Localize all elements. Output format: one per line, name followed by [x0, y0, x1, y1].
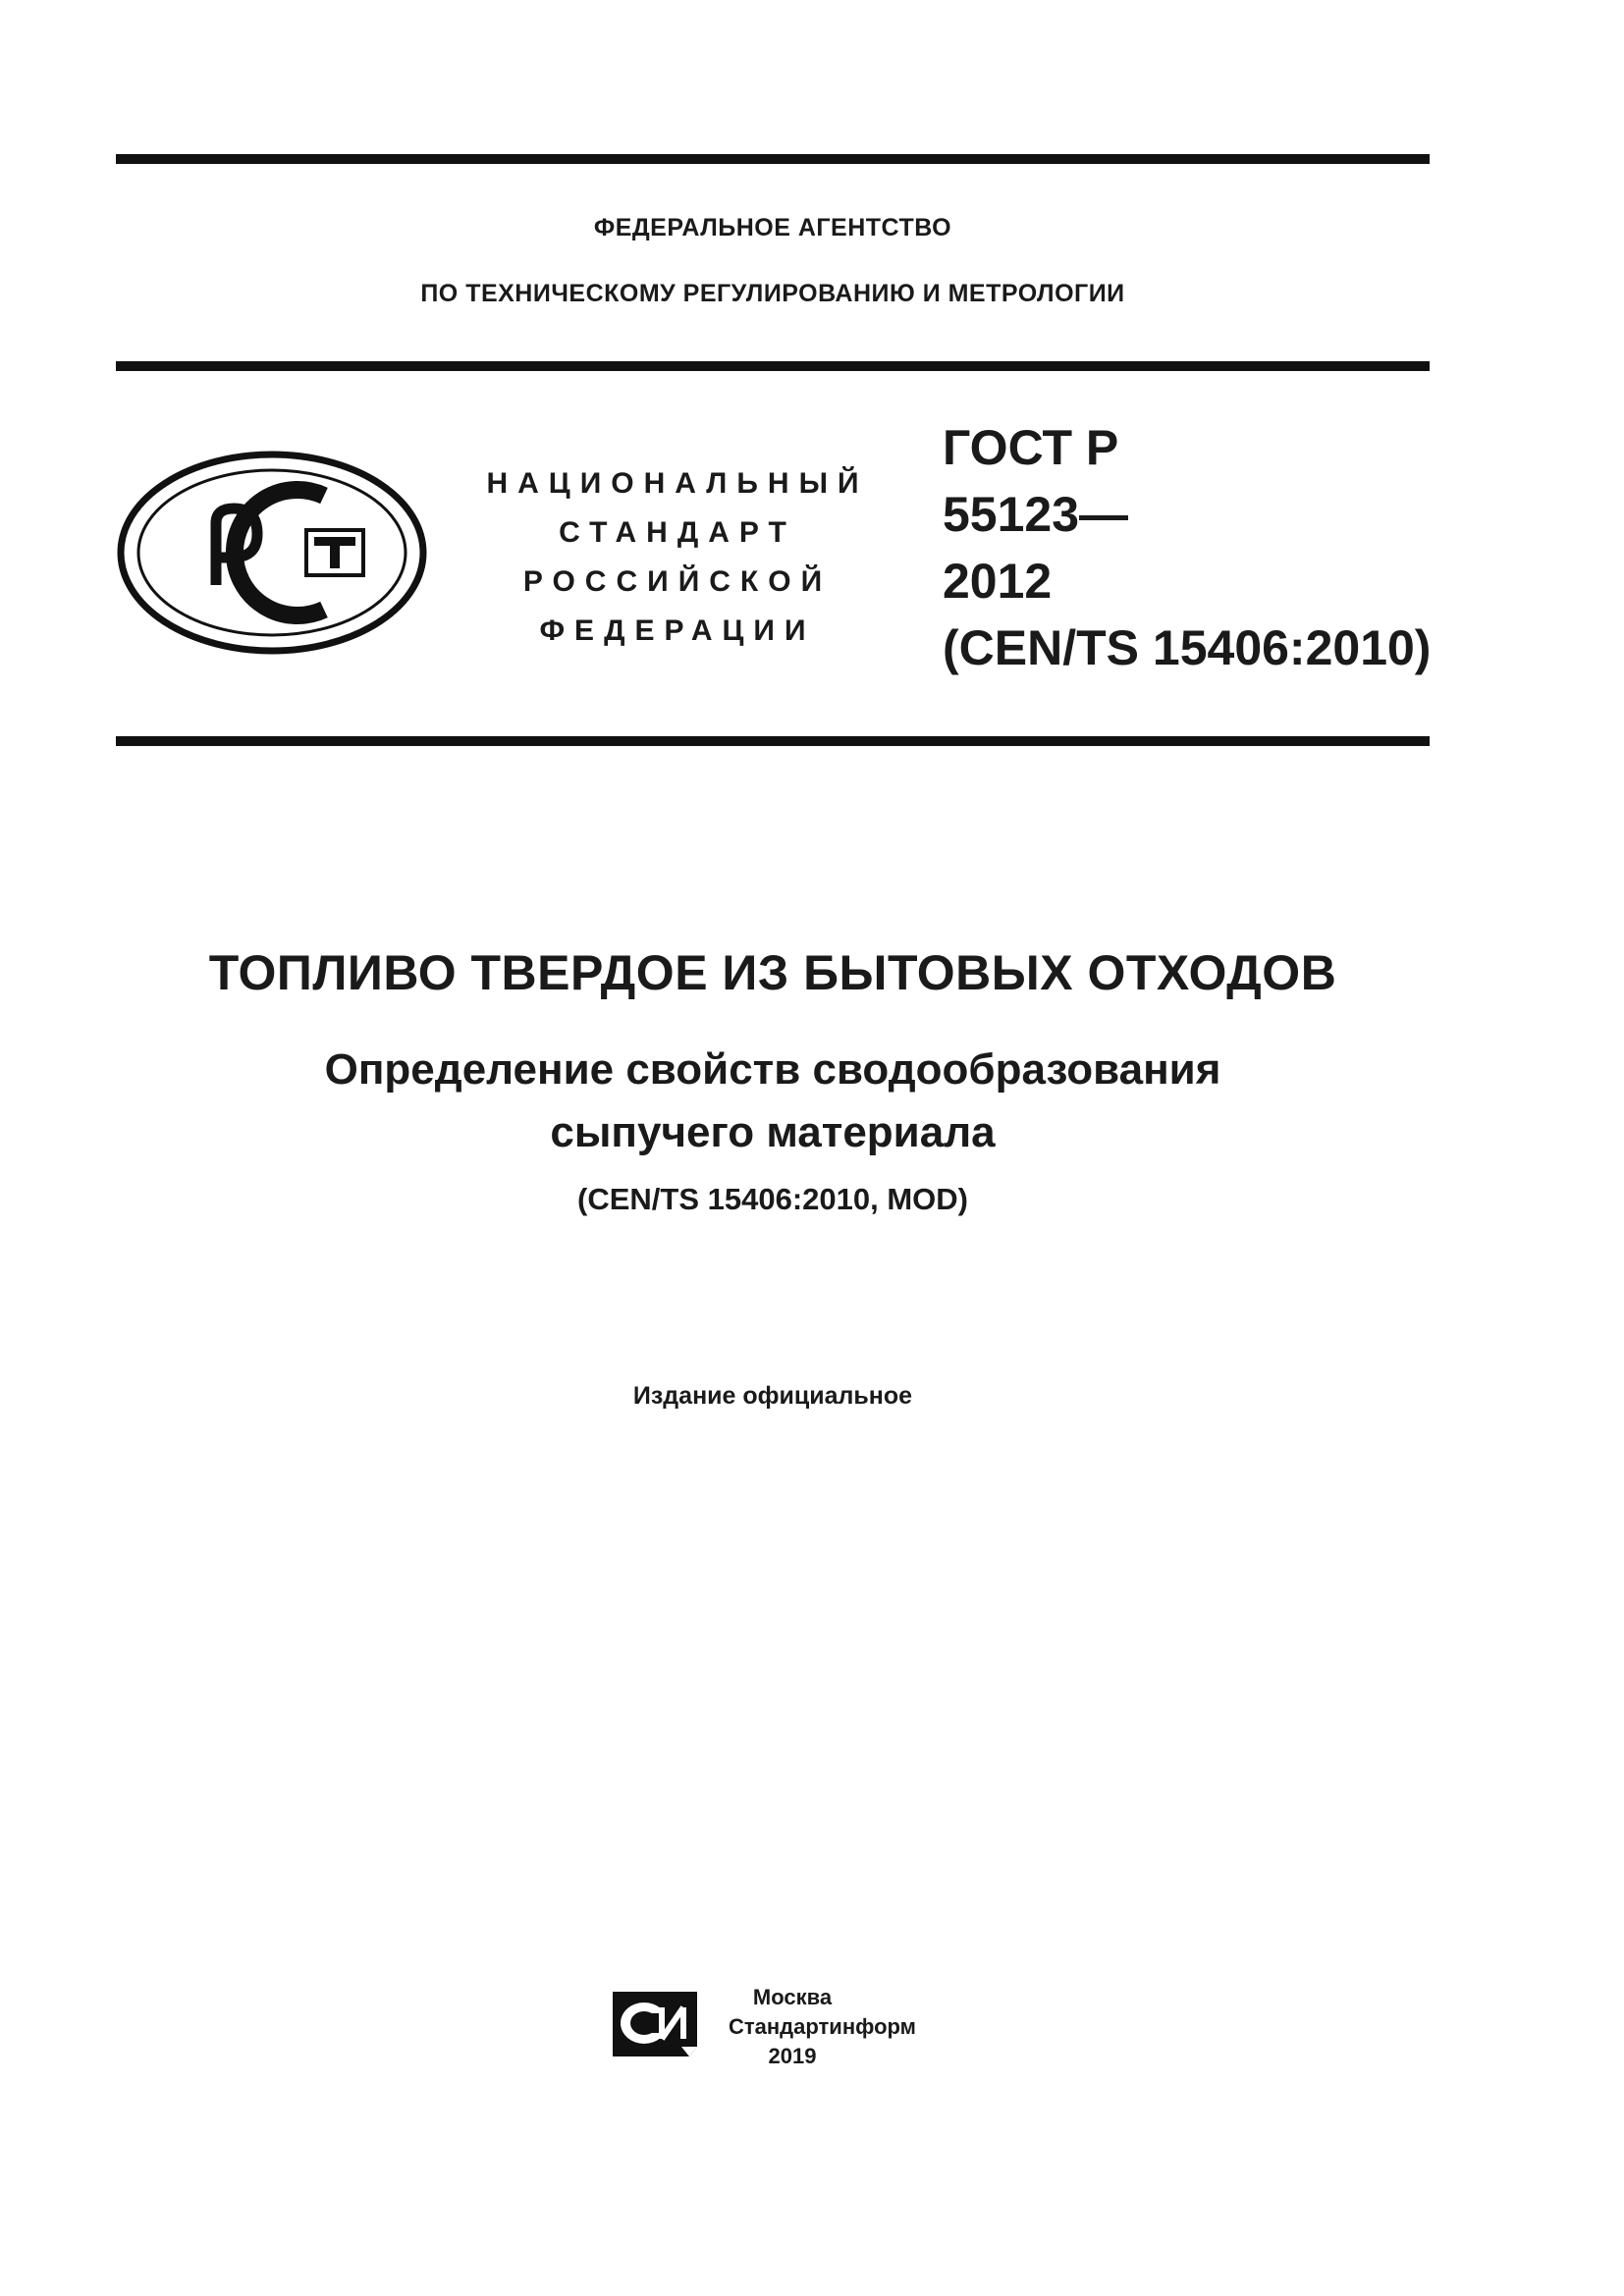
imprint-publisher: Стандартинформ [729, 2014, 916, 2039]
national-line: РОССИЙСКОЙ [522, 565, 833, 598]
reference-standard: (CEN/TS 15406:2010, MOD) [577, 1182, 968, 1216]
document-subtitle [116, 1039, 1430, 1164]
agency-line-1: ФЕДЕРАЛЬНОЕ АГЕНТСТВО [593, 214, 952, 241]
national-standard-label [461, 459, 893, 656]
national-line: ФЕДЕРАЦИИ [539, 614, 816, 647]
designation-line: ГОСТ Р [943, 420, 1119, 475]
edition-label: Издание официальное [632, 1382, 913, 1410]
middle-rule [116, 361, 1430, 371]
top-rule [116, 154, 1430, 164]
document-title: ТОПЛИВО ТВЕРДОЕ ИЗ БЫТОВЫХ ОТХОДОВ [208, 945, 1337, 1000]
subtitle-line: сыпучего материала [550, 1108, 996, 1156]
rst-logo-icon [116, 450, 428, 656]
subtitle-line: Определение свойств сводообразования [324, 1045, 1221, 1094]
designation-line: 55123— [943, 487, 1129, 542]
bottom-rule [116, 736, 1430, 746]
designation-line: 2012 [943, 554, 1053, 609]
imprint-city: Москва [752, 1985, 833, 2009]
national-line: СТАНДАРТ [559, 516, 796, 549]
imprint-block [729, 1983, 916, 2071]
standard-designation [943, 414, 1434, 681]
agency-line-2: ПО ТЕХНИЧЕСКОМУ РЕГУЛИРОВАНИЮ И МЕТРОЛОГИИ [420, 280, 1125, 307]
designation-line: (CEN/TS 15406:2010) [943, 620, 1432, 675]
standartinform-logo-icon [611, 1988, 701, 2058]
national-line: НАЦИОНАЛЬНЫЙ [486, 467, 869, 500]
imprint-year: 2019 [768, 2044, 817, 2068]
